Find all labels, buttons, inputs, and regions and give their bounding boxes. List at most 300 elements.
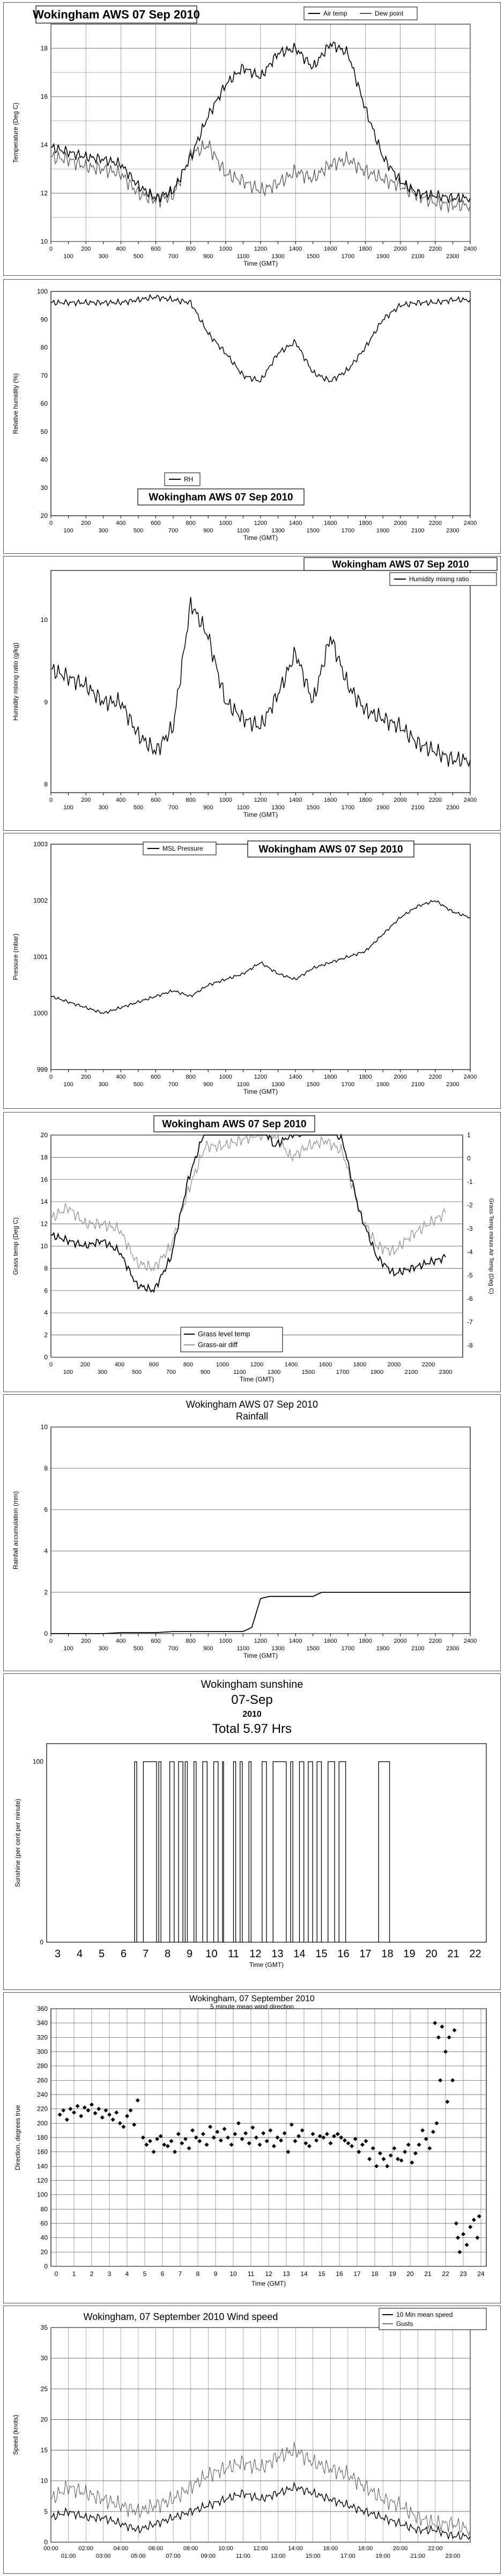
- y-tick-label: 30: [40, 2354, 48, 2362]
- x-tick-label: 2200: [428, 1638, 442, 1644]
- sunshine-bar: [170, 1762, 174, 1942]
- x-tick-label: 1100: [236, 1645, 250, 1652]
- y-tick-label: 2: [44, 1589, 48, 1596]
- y-tick-label: 12: [40, 189, 48, 197]
- direction-point: [475, 2236, 479, 2240]
- x-tick-label: 200: [80, 797, 91, 803]
- y-tick-label: 8: [44, 1264, 48, 1272]
- y-tick-label: 4: [44, 1547, 48, 1555]
- x-tick-label: 600: [151, 1074, 161, 1080]
- x-tick-label: 0: [49, 1074, 53, 1080]
- direction-point: [261, 2131, 265, 2135]
- sunshine-bar: [339, 1762, 345, 1942]
- direction-point: [187, 2146, 191, 2150]
- x-tick-label: 2100: [411, 804, 425, 811]
- direction-point: [465, 2243, 469, 2247]
- x-tick-label: 2400: [463, 1638, 477, 1644]
- x-tick-label: 1400: [288, 1074, 302, 1080]
- legend-label: MSL Pressure: [162, 845, 203, 852]
- sunshine-bar: [143, 1762, 157, 1942]
- y-tick-label: 100: [36, 288, 48, 295]
- direction-point: [336, 2132, 340, 2136]
- direction-point: [468, 2225, 472, 2229]
- y2-axis-label: Grass Temp minus Air Temp (Deg C): [488, 1198, 494, 1294]
- x-tick-label: 11:00: [236, 2553, 250, 2559]
- x-tick-label: 1900: [376, 1081, 390, 1088]
- x-tick-label: 1300: [271, 253, 285, 260]
- direction-point: [233, 2132, 237, 2136]
- x-tick-label: 1200: [254, 520, 268, 526]
- x-tick-label: 1500: [306, 528, 320, 534]
- y-tick-label: 9: [44, 698, 48, 706]
- x-tick-label: 7: [142, 1948, 149, 1960]
- direction-point: [472, 2218, 476, 2222]
- y-tick-label: 40: [40, 456, 48, 464]
- direction-point: [236, 2121, 241, 2125]
- x-tick-label: 1000: [219, 1638, 233, 1644]
- direction-point: [223, 2127, 227, 2131]
- y-tick-label: 1002: [33, 897, 48, 904]
- y-tick-label: 260: [36, 2076, 48, 2084]
- direction-point: [346, 2141, 351, 2146]
- temperature-chart-panel: [3, 2, 501, 276]
- mixing-ratio-chart-panel: [3, 556, 501, 831]
- direction-point: [152, 2150, 156, 2154]
- y-tick-label: 0: [44, 2538, 48, 2546]
- direction-point: [125, 2114, 129, 2118]
- x-tick-label: 20: [425, 1948, 438, 1960]
- x-tick-label: 2400: [463, 520, 477, 526]
- x-tick-label: 1200: [254, 797, 268, 803]
- y-tick-label: 220: [36, 2105, 48, 2113]
- sunshine-bar: [194, 1762, 196, 1942]
- direction-point: [197, 2139, 202, 2143]
- x-tick-label: 07:00: [166, 2553, 181, 2559]
- direction-point: [364, 2139, 368, 2143]
- x-tick-label: 21: [447, 1948, 459, 1960]
- y-tick-label: 160: [36, 2148, 48, 2156]
- x-tick-label: 1000: [219, 797, 233, 803]
- x-tick-label: 2400: [463, 797, 477, 803]
- x-tick-label: 19:00: [375, 2553, 390, 2559]
- direction-point: [79, 2114, 83, 2118]
- chart-title: Wokingham AWS 07 Sep 2010: [149, 492, 293, 503]
- x-tick-label: 14: [293, 1948, 306, 1960]
- y-tick-label: 10: [40, 1423, 48, 1431]
- direction-point: [107, 2112, 112, 2117]
- x-tick-label: 1000: [219, 1074, 233, 1080]
- x-tick-label: 300: [98, 804, 108, 811]
- y-tick-label: 8: [44, 780, 48, 788]
- rainfall-chart-panel: [3, 1394, 501, 1671]
- direction-point: [93, 2111, 98, 2116]
- sunshine-bar: [214, 1762, 218, 1942]
- chart-title: Wokingham, 07 September 2010 Wind speed: [83, 2311, 278, 2322]
- x-tick-label: 3: [107, 2270, 112, 2278]
- chart-title: Wokingham AWS 07 Sep 2010: [33, 8, 200, 21]
- direction-point: [367, 2157, 372, 2161]
- y-tick-label: 1001: [33, 953, 48, 961]
- x-tick-label: 4: [125, 2270, 129, 2278]
- sunshine-bar: [179, 1762, 183, 1942]
- direction-point: [176, 2132, 181, 2136]
- x-tick-label: 500: [131, 1369, 142, 1375]
- x-tick-label: 500: [133, 804, 144, 811]
- y-tick-label: 280: [36, 2062, 48, 2070]
- y-tick-label: 70: [40, 371, 48, 379]
- direction-point: [360, 2142, 365, 2147]
- x-tick-label: 900: [200, 1369, 211, 1375]
- direction-point: [100, 2116, 105, 2120]
- x-tick-label: 13: [283, 2270, 290, 2278]
- x-tick-label: 1900: [376, 253, 390, 260]
- x-tick-label: 04:00: [113, 2545, 129, 2552]
- x-tick-label: 0: [49, 797, 53, 803]
- x-tick-label: 100: [63, 804, 73, 811]
- x-tick-label: 00:00: [43, 2545, 58, 2552]
- y-tick-label: 1003: [33, 840, 48, 848]
- y-tick-label: 0: [44, 1630, 48, 1637]
- x-tick-label: 600: [151, 246, 161, 252]
- x-tick-label: 14: [300, 2270, 308, 2278]
- x-tick-label: 500: [133, 253, 144, 260]
- sunshine-chart-panel: [3, 1673, 501, 1990]
- y-tick-label: 18: [40, 45, 48, 52]
- direction-point: [111, 2118, 115, 2122]
- x-tick-label: 1200: [254, 1074, 268, 1080]
- sunshine-bar: [317, 1762, 321, 1942]
- x-tick-label: 400: [116, 246, 126, 252]
- direction-point: [243, 2131, 248, 2135]
- x-tick-label: 12:00: [253, 2545, 268, 2552]
- x-tick-label: 2100: [411, 253, 425, 260]
- x-tick-label: 100: [63, 1645, 73, 1652]
- direction-point: [276, 2135, 280, 2140]
- y-tick-label: 30: [40, 484, 48, 492]
- y-axis-label: Humidity mixing ratio (g/kg): [12, 642, 19, 721]
- direction-point: [226, 2135, 230, 2140]
- direction-point: [219, 2138, 223, 2142]
- direction-point: [279, 2138, 283, 2142]
- direction-point: [212, 2135, 216, 2140]
- x-tick-label: 1000: [219, 246, 233, 252]
- direction-point: [417, 2142, 421, 2147]
- direction-point: [431, 2129, 435, 2134]
- y-tick-label: 100: [32, 1758, 43, 1766]
- direction-point: [454, 2221, 458, 2226]
- x-tick-label: 12: [265, 2270, 272, 2278]
- x-tick-label: 17:00: [340, 2553, 355, 2559]
- x-tick-label: 1: [72, 2270, 76, 2278]
- direction-point: [265, 2139, 269, 2143]
- direction-point: [247, 2141, 251, 2146]
- x-axis-label: Time (GMT): [249, 1961, 284, 1968]
- y-tick-label: 35: [40, 2324, 48, 2331]
- sunshine-bar: [223, 1762, 224, 1942]
- x-tick-label: 1000: [216, 1362, 229, 1368]
- x-tick-label: 1400: [288, 520, 302, 526]
- x-tick-label: 11: [228, 1948, 239, 1960]
- x-tick-label: 2200: [428, 797, 442, 803]
- direction-point: [314, 2138, 318, 2142]
- direction-point: [141, 2135, 145, 2140]
- x-tick-label: 1400: [284, 1362, 298, 1368]
- y-axis-label: Temperature (Deg C): [12, 103, 19, 163]
- x-tick-label: 1300: [271, 804, 285, 811]
- x-tick-label: 22: [469, 1948, 481, 1960]
- y-tick-label: 16: [40, 93, 48, 100]
- y-tick-label: 360: [36, 2005, 48, 2012]
- x-tick-label: 21:00: [410, 2553, 426, 2559]
- x-tick-label: 0: [49, 1638, 53, 1644]
- direction-point: [136, 2098, 140, 2103]
- x-tick-label: 800: [186, 246, 196, 252]
- x-tick-label: 15: [318, 2270, 325, 2278]
- x-tick-label: 300: [98, 528, 108, 534]
- x-tick-label: 1200: [254, 246, 268, 252]
- x-tick-label: 0: [54, 2270, 58, 2278]
- x-tick-label: 1200: [254, 1638, 268, 1644]
- x-tick-label: 300: [98, 253, 108, 260]
- x-tick-label: 2300: [446, 804, 459, 811]
- direction-point: [190, 2128, 195, 2133]
- y-tick-label: 16: [40, 1175, 48, 1183]
- sunshine-bar: [308, 1762, 313, 1942]
- y-tick-label: 50: [40, 428, 48, 436]
- x-tick-label: 900: [203, 1645, 213, 1652]
- x-tick-label: 100: [63, 253, 73, 260]
- y-tick-label: 80: [40, 2205, 48, 2213]
- direction-point: [403, 2150, 407, 2154]
- y2-tick-label: -8: [467, 1342, 473, 1350]
- chart-year: 2010: [242, 1710, 262, 1719]
- x-tick-label: 1300: [271, 1645, 285, 1652]
- y-tick-label: 25: [40, 2385, 48, 2393]
- y-axis-label: Speed (knots): [12, 2414, 19, 2455]
- y-tick-label: 10: [40, 2477, 48, 2485]
- y-axis-label: Grass temp (Deg C): [12, 1217, 19, 1275]
- x-tick-label: 300: [98, 1081, 108, 1088]
- y2-tick-label: 1: [467, 1131, 471, 1139]
- direction-point: [293, 2139, 298, 2143]
- x-tick-label: 800: [186, 520, 196, 526]
- y-tick-label: 4: [44, 1309, 48, 1317]
- x-tick-label: 1700: [341, 1081, 355, 1088]
- x-tick-label: 1600: [318, 1362, 332, 1368]
- x-tick-label: 1500: [306, 804, 320, 811]
- x-tick-label: 2200: [421, 1362, 435, 1368]
- x-tick-label: 0: [49, 520, 53, 526]
- x-tick-label: 100: [63, 1369, 73, 1375]
- sunshine-bar: [234, 1762, 236, 1942]
- direction-point: [250, 2125, 255, 2129]
- y-tick-label: 15: [40, 2446, 48, 2454]
- direction-point: [343, 2138, 347, 2142]
- y2-tick-label: -3: [467, 1225, 473, 1233]
- y-tick-label: 60: [40, 400, 48, 407]
- chart-title: Wokingham AWS 07 Sep 2010: [162, 1118, 307, 1130]
- sunshine-bar: [379, 1762, 390, 1942]
- sunshine-bar: [300, 1762, 304, 1942]
- y-tick-label: 1000: [33, 1009, 48, 1017]
- direction-point: [208, 2125, 212, 2129]
- x-tick-label: 600: [149, 1362, 159, 1368]
- sunshine-bar: [185, 1762, 187, 1942]
- sunshine-chart: [4, 1674, 500, 1989]
- x-tick-label: 2200: [428, 520, 442, 526]
- x-tick-label: 13: [271, 1948, 284, 1960]
- x-tick-label: 900: [203, 253, 213, 260]
- y-tick-label: 20: [40, 1131, 48, 1139]
- x-tick-label: 1800: [359, 246, 372, 252]
- y2-tick-label: -4: [467, 1248, 473, 1256]
- x-tick-label: 800: [186, 1074, 196, 1080]
- x-tick-label: 23: [459, 2270, 467, 2278]
- x-tick-label: 20: [406, 2270, 414, 2278]
- direction-point: [457, 2250, 462, 2254]
- direction-point: [436, 2035, 441, 2039]
- x-tick-label: 17: [353, 2270, 361, 2278]
- direction-point: [72, 2110, 76, 2114]
- x-tick-label: 1500: [306, 253, 320, 260]
- direction-point: [325, 2132, 329, 2136]
- x-tick-label: 7: [178, 2270, 182, 2278]
- x-tick-label: 1300: [267, 1369, 281, 1375]
- x-tick-label: 800: [186, 797, 196, 803]
- x-tick-label: 1600: [324, 1638, 337, 1644]
- y-tick-label: 6: [44, 1286, 48, 1294]
- x-tick-label: 2000: [394, 1638, 407, 1644]
- rainfall-chart: [4, 1395, 500, 1671]
- direction-point: [385, 2164, 389, 2168]
- direction-point: [438, 2078, 442, 2082]
- x-tick-label: 8: [164, 1948, 171, 1960]
- x-tick-label: 3: [54, 1948, 61, 1960]
- y2-tick-label: -7: [467, 1318, 473, 1326]
- x-tick-label: 2: [90, 2270, 94, 2278]
- x-tick-label: 1100: [236, 528, 250, 534]
- x-tick-label: 1800: [359, 797, 372, 803]
- x-tick-label: 22: [442, 2270, 449, 2278]
- wind-direction-chart-panel: [3, 1992, 501, 2303]
- plot-frame: [51, 570, 470, 793]
- legend-label: Grass level temp: [198, 1330, 250, 1338]
- x-tick-label: 18: [381, 1948, 394, 1960]
- x-tick-label: 400: [116, 1638, 126, 1644]
- direction-point: [477, 2214, 481, 2219]
- y-tick-label: 10: [40, 238, 48, 245]
- x-tick-label: 16: [336, 2270, 343, 2278]
- y-tick-label: 20: [40, 512, 48, 519]
- x-tick-label: 03:00: [95, 2553, 111, 2559]
- x-tick-label: 19: [389, 2270, 396, 2278]
- pressure-chart: [4, 833, 500, 1108]
- direction-point: [303, 2141, 308, 2146]
- direction-point: [311, 2132, 315, 2136]
- y-tick-label: 12: [40, 1220, 48, 1228]
- direction-point: [215, 2129, 219, 2134]
- x-tick-label: 13:00: [270, 2553, 286, 2559]
- x-tick-label: 1400: [288, 797, 302, 803]
- sunshine-bar: [203, 1762, 207, 1942]
- x-tick-label: 1600: [324, 246, 337, 252]
- x-tick-label: 4: [76, 1948, 83, 1960]
- chart-total: Total 5.97 Hrs: [212, 1722, 292, 1736]
- y-tick-label: 340: [36, 2019, 48, 2027]
- direction-point: [427, 2146, 432, 2150]
- x-tick-label: 14:00: [288, 2545, 303, 2552]
- x-tick-label: 700: [168, 804, 179, 811]
- x-tick-label: 6: [160, 2270, 165, 2278]
- direction-point: [283, 2131, 287, 2135]
- legend-label: Humidity mixing ratio: [409, 575, 469, 583]
- x-tick-label: 2100: [404, 1369, 418, 1375]
- x-tick-label: 1400: [288, 246, 302, 252]
- chart-subtitle: Rainfall: [235, 1411, 269, 1422]
- x-tick-label: 300: [98, 1645, 108, 1652]
- y-tick-label: 240: [36, 2091, 48, 2098]
- x-tick-label: 2000: [394, 246, 407, 252]
- rh-line: [51, 295, 470, 382]
- x-axis-label: Time (GMT): [243, 1652, 278, 1659]
- x-tick-label: 23:00: [445, 2553, 461, 2559]
- direction-point: [169, 2139, 174, 2143]
- x-tick-label: 05:00: [131, 2553, 146, 2559]
- x-tick-label: 200: [80, 520, 91, 526]
- direction-point: [450, 2078, 455, 2082]
- legend-label: Dew point: [375, 10, 404, 17]
- direction-point: [121, 2125, 125, 2129]
- x-tick-label: 02:00: [78, 2545, 93, 2552]
- x-tick-label: 700: [168, 528, 179, 534]
- y-tick-label: 80: [40, 343, 48, 352]
- y2-tick-label: -6: [467, 1295, 473, 1303]
- grass-temp-chart-panel: [3, 1112, 501, 1392]
- x-tick-label: 400: [116, 1074, 126, 1080]
- y-tick-label: 5: [44, 2507, 48, 2515]
- x-tick-label: 1600: [324, 520, 337, 526]
- x-tick-label: 2300: [446, 1645, 459, 1652]
- x-tick-label: 2000: [394, 520, 407, 526]
- y2-tick-label: -2: [467, 1201, 473, 1209]
- x-tick-label: 10: [205, 1948, 218, 1960]
- rainfall-line: [51, 1592, 470, 1634]
- x-tick-label: 22:00: [428, 2545, 443, 2552]
- x-tick-label: 6: [120, 1948, 127, 1960]
- x-tick-label: 600: [151, 1638, 161, 1644]
- y-tick-label: 10: [40, 1242, 48, 1250]
- x-tick-label: 100: [63, 1081, 73, 1088]
- x-tick-label: 700: [168, 1081, 179, 1088]
- direction-point: [180, 2141, 184, 2146]
- wind-direction-chart: [4, 1993, 500, 2303]
- x-tick-label: 200: [80, 246, 91, 252]
- direction-point: [76, 2104, 80, 2108]
- x-tick-label: 200: [80, 1074, 91, 1080]
- x-tick-label: 1600: [324, 1074, 337, 1080]
- x-tick-label: 1100: [233, 1369, 246, 1375]
- x-axis-label: Time (GMT): [243, 534, 278, 541]
- y-tick-label: 2: [44, 1331, 48, 1339]
- direction-point: [173, 2150, 177, 2154]
- y-tick-label: 320: [36, 2033, 48, 2041]
- x-tick-label: 700: [166, 1369, 176, 1375]
- grass-air-diff-line: [51, 1135, 446, 1271]
- x-tick-label: 0: [49, 246, 53, 252]
- plot-frame: [51, 844, 470, 1070]
- direction-point: [90, 2103, 94, 2107]
- legend-label: RH: [184, 475, 194, 483]
